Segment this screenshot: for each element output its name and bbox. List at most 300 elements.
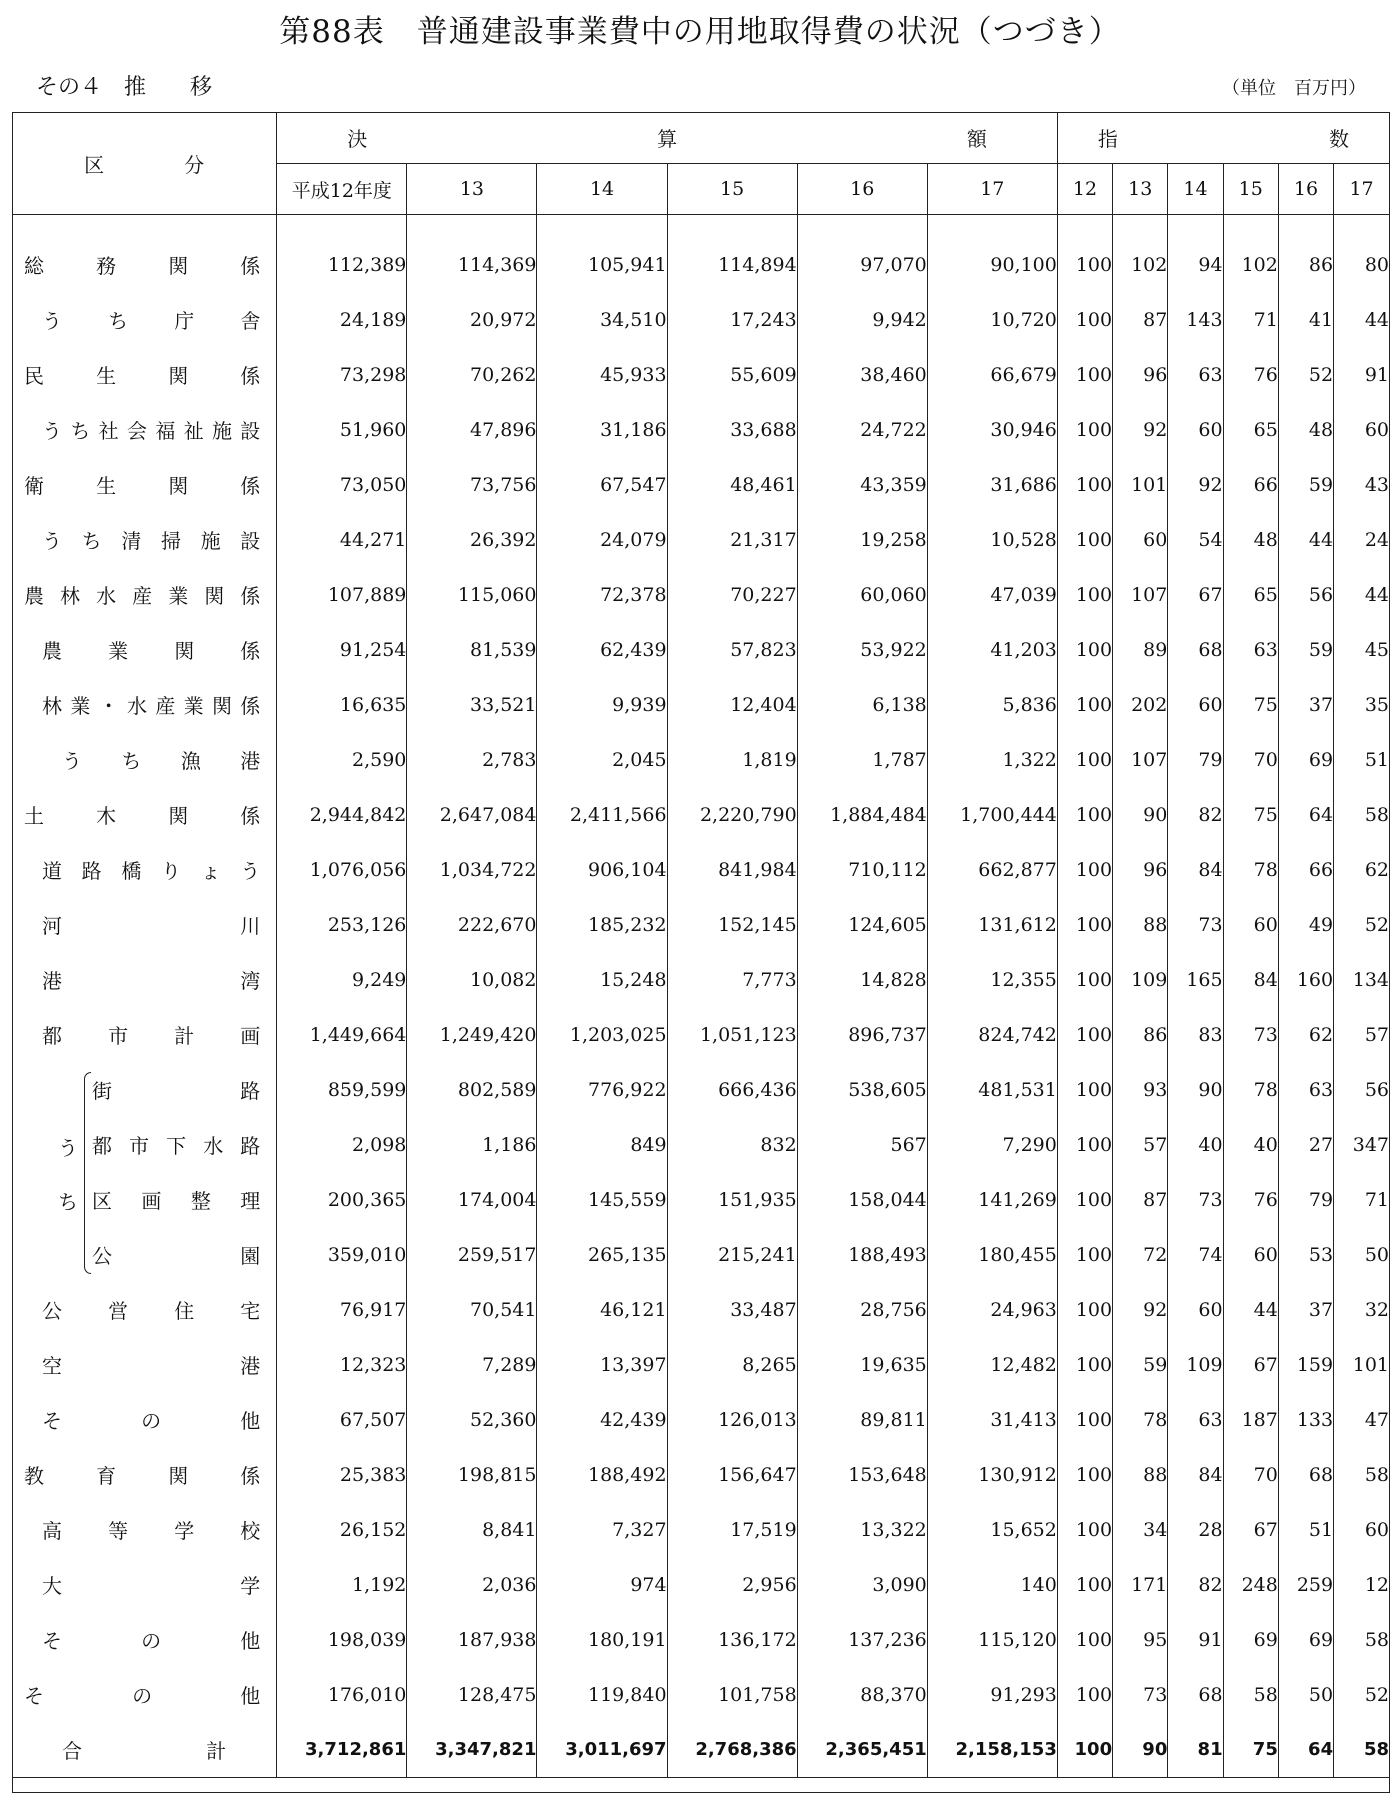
row-label	[12, 402, 277, 457]
amount-cell: 896,737	[797, 1007, 927, 1062]
amount-cell: 1,700,444	[927, 787, 1057, 842]
index-cell: 143	[1168, 292, 1223, 347]
row-label-char: 路	[240, 1134, 261, 1158]
index-cell: 100	[1057, 787, 1112, 842]
row-label-text	[12, 470, 276, 499]
amount-cell: 15,652	[927, 1502, 1057, 1557]
amount-cell: 97,070	[797, 215, 927, 293]
row-label-char: 舎	[240, 309, 261, 333]
index-cell: 75	[1223, 787, 1278, 842]
index-cell: 165	[1168, 952, 1223, 1007]
amount-cell: 62,439	[537, 622, 667, 677]
row-label-char: 市	[108, 1024, 129, 1048]
amount-cell: 24,079	[537, 512, 667, 567]
row-label	[12, 1007, 277, 1062]
row-label-char: 農	[24, 584, 44, 608]
index-cell: 34	[1113, 1502, 1168, 1557]
row-label-char: 衛	[24, 474, 44, 498]
index-cell: 187	[1223, 1392, 1278, 1447]
row-label-text	[12, 965, 276, 994]
amount-cell: 140	[927, 1557, 1057, 1612]
row-label-char: 係	[240, 639, 261, 663]
amount-cell: 2,768,386	[667, 1722, 797, 1778]
amount-cell: 57,823	[667, 622, 797, 677]
row-label-char: う	[42, 529, 62, 553]
amount-cell: 1,819	[667, 732, 797, 787]
amount-cell: 7,773	[667, 952, 797, 1007]
row-label-text	[12, 635, 276, 664]
index-cell: 40	[1168, 1117, 1223, 1172]
index-cell: 63	[1223, 622, 1278, 677]
table-row	[12, 1502, 1389, 1557]
amount-cell: 265,135	[537, 1227, 667, 1282]
index-cell: 73	[1168, 897, 1223, 952]
row-label	[12, 677, 277, 732]
amount-cell: 28,756	[797, 1282, 927, 1337]
index-cell: 100	[1057, 1612, 1112, 1667]
row-label-char: そ	[42, 1409, 62, 1433]
index-cell: 67	[1223, 1502, 1278, 1557]
row-label	[12, 512, 277, 567]
index-cell: 56	[1278, 567, 1333, 622]
index-year-header: 12	[1057, 164, 1112, 215]
amount-cell: 1,884,484	[797, 787, 927, 842]
index-year-header: 13	[1113, 164, 1168, 215]
amount-cell: 1,192	[277, 1557, 407, 1612]
table-header	[12, 112, 1389, 215]
amount-cell: 88,370	[797, 1667, 927, 1722]
index-cell: 69	[1223, 1612, 1278, 1667]
amount-cell: 124,605	[797, 897, 927, 952]
index-cell: 67	[1223, 1337, 1278, 1392]
amount-cell: 24,963	[927, 1282, 1057, 1337]
index-cell: 64	[1278, 787, 1333, 842]
table-row	[12, 1117, 1389, 1172]
row-label-char: 市	[129, 1134, 150, 1158]
index-cell: 133	[1278, 1392, 1333, 1447]
amount-cell: 200,365	[277, 1172, 407, 1227]
index-cell: 90	[1168, 1062, 1223, 1117]
amount-cell: 710,112	[797, 842, 927, 897]
row-label-char: 大	[42, 1574, 62, 1598]
amount-cell: 33,521	[407, 677, 537, 732]
row-label-char: そ	[42, 1629, 62, 1653]
index-cell: 88	[1113, 897, 1168, 952]
row-label-char: 橋	[121, 859, 142, 883]
index-cell: 75	[1223, 1722, 1278, 1778]
amount-cell: 81,539	[407, 622, 537, 677]
row-label-char: う	[240, 859, 261, 883]
row-label-char: 務	[96, 254, 117, 278]
amount-cell: 567	[797, 1117, 927, 1172]
table-row	[12, 1007, 1389, 1062]
amount-cell: 2,365,451	[797, 1722, 927, 1778]
amount-cell: 2,647,084	[407, 787, 537, 842]
row-label-char: 関	[168, 474, 189, 498]
index-cell: 32	[1364, 1298, 1389, 1321]
amount-cell: 2,783	[407, 732, 537, 787]
table-row	[12, 1447, 1389, 1502]
amount-cell: 51,960	[277, 402, 407, 457]
row-label-char: 道	[42, 859, 62, 883]
table-row	[12, 1612, 1389, 1667]
table-row	[12, 347, 1389, 402]
table-row	[12, 1557, 1389, 1612]
amount-cell: 10,082	[407, 952, 537, 1007]
amount-cell: 185,232	[537, 897, 667, 952]
table-row	[12, 677, 1389, 732]
amount-cell: 8,265	[667, 1337, 797, 1392]
index-cell: 78	[1223, 842, 1278, 897]
row-label-char: 業	[108, 639, 129, 663]
index-cell: 54	[1168, 512, 1223, 567]
index-cell: 107	[1113, 732, 1168, 787]
index-cell: 73	[1223, 1007, 1278, 1062]
amount-cell: 73,756	[407, 457, 537, 512]
row-label-char: 総	[24, 254, 44, 278]
row-label-char: 清	[121, 529, 142, 553]
index-cell: 100	[1057, 897, 1112, 952]
row-label-char: 公	[92, 1244, 112, 1268]
amount-cell: 33,688	[667, 402, 797, 457]
amount-cell: 17,519	[667, 1502, 797, 1557]
index-cell: 101	[1352, 1353, 1389, 1376]
index-cell: 74	[1168, 1227, 1223, 1282]
index-cell: 63	[1168, 347, 1223, 402]
index-cell: 91	[1364, 363, 1389, 386]
amount-cell: 481,531	[927, 1062, 1057, 1117]
row-label	[12, 1722, 277, 1778]
table-row	[12, 897, 1389, 952]
amount-cell: 34,510	[537, 292, 667, 347]
amount-cell: 222,670	[407, 897, 537, 952]
amount-cell: 33,487	[667, 1282, 797, 1337]
row-label-char: 生	[96, 364, 117, 388]
index-cell: 259	[1278, 1557, 1333, 1612]
index-cell: 68	[1278, 1447, 1333, 1502]
amount-cell: 15,248	[537, 952, 667, 1007]
row-label-char: 関	[168, 1464, 189, 1488]
index-cell: 58	[1223, 1667, 1278, 1722]
row-label-char: 林	[42, 694, 62, 718]
amount-cell: 802,589	[407, 1062, 537, 1117]
amount-cell: 174,004	[407, 1172, 537, 1227]
amount-cell: 55,609	[667, 347, 797, 402]
row-label	[12, 1612, 277, 1667]
row-label-char: 水	[96, 584, 117, 608]
table-row	[12, 457, 1389, 512]
uchi-label-char: う	[58, 1136, 78, 1160]
row-label-char: 他	[240, 1409, 261, 1433]
index-cell: 248	[1223, 1557, 1278, 1612]
index-cell: 100	[1057, 1117, 1112, 1172]
row-label-text	[12, 910, 276, 939]
index-cell: 41	[1278, 292, 1333, 347]
table-row	[12, 1392, 1389, 1447]
amount-cell: 145,559	[537, 1172, 667, 1227]
row-label-char: 係	[240, 1464, 261, 1488]
amount-cell: 156,647	[667, 1447, 797, 1502]
amount-cell: 158,044	[797, 1172, 927, 1227]
category-header: 区 分	[12, 112, 277, 215]
index-cell: 76	[1223, 1172, 1278, 1227]
amount-cell: 10,720	[927, 292, 1057, 347]
amount-cell: 2,944,842	[277, 787, 407, 842]
index-cell: 202	[1113, 677, 1168, 732]
row-label-char: ち	[81, 529, 102, 553]
amount-cell: 906,104	[537, 842, 667, 897]
row-label	[12, 1117, 277, 1172]
index-cell: 60	[1223, 897, 1278, 952]
row-label-char: そ	[24, 1684, 44, 1708]
amount-cell: 141,269	[927, 1172, 1057, 1227]
amount-cell: 3,347,821	[407, 1722, 537, 1778]
amount-cell: 31,186	[537, 402, 667, 457]
index-cell: 58	[1334, 1722, 1389, 1778]
amount-cell: 1,203,025	[537, 1007, 667, 1062]
index-cell: 44	[1278, 512, 1333, 567]
row-label-text	[12, 1130, 276, 1159]
index-cell: 60	[1223, 1227, 1278, 1282]
year-header: 13	[407, 164, 537, 215]
amount-cell: 17,243	[667, 292, 797, 347]
amount-cell: 14,828	[797, 952, 927, 1007]
amount-cell: 38,460	[797, 347, 927, 402]
index-cell: 134	[1352, 968, 1389, 991]
row-label	[12, 215, 277, 293]
amount-cell: 70,262	[407, 347, 537, 402]
table-row	[12, 567, 1389, 622]
amount-cell: 47,896	[407, 402, 537, 457]
row-label-char: う	[42, 419, 62, 443]
index-cell: 92	[1168, 457, 1223, 512]
amount-cell: 70,227	[667, 567, 797, 622]
index-cell: 60	[1168, 1282, 1223, 1337]
row-label	[12, 897, 277, 952]
row-label	[12, 787, 277, 842]
row-label-char: う	[42, 309, 62, 333]
amount-cell: 114,369	[407, 215, 537, 293]
row-label-char: 業	[70, 694, 91, 718]
row-label	[12, 622, 277, 677]
row-label-char: 教	[24, 1464, 44, 1488]
index-cell: 75	[1223, 677, 1278, 732]
row-label-char: 施	[200, 529, 221, 553]
row-label-char: 港	[240, 749, 261, 773]
amount-cell: 31,413	[927, 1392, 1057, 1447]
index-year-header: 15	[1223, 164, 1278, 215]
index-cell: 90	[1113, 787, 1168, 842]
index-cell: 90	[1113, 1722, 1168, 1778]
amount-cell: 67,547	[537, 457, 667, 512]
row-label-char: 他	[240, 1684, 261, 1708]
amount-cell: 119,840	[537, 1667, 667, 1722]
index-cell: 107	[1113, 567, 1168, 622]
index-cell: 347	[1352, 1133, 1389, 1156]
index-year-header: 17	[1334, 164, 1389, 215]
index-cell: 68	[1168, 1667, 1223, 1722]
index-cell: 102	[1223, 215, 1278, 293]
index-cell: 60	[1364, 1518, 1389, 1541]
row-label-char: 画	[240, 1024, 261, 1048]
row-label-char: 関	[168, 254, 189, 278]
amount-cell: 13,397	[537, 1337, 667, 1392]
amount-cell: 3,090	[797, 1557, 927, 1612]
amount-cell: 9,249	[277, 952, 407, 1007]
row-label-char: 業	[168, 584, 189, 608]
index-cell: 66	[1223, 457, 1278, 512]
table-row	[12, 732, 1389, 787]
amount-cell: 105,941	[537, 215, 667, 293]
amount-cell: 359,010	[277, 1227, 407, 1282]
row-label-char: 農	[42, 639, 62, 663]
row-label	[12, 567, 277, 622]
amount-cell: 41,203	[927, 622, 1057, 677]
amount-cell: 107,889	[277, 567, 407, 622]
index-cell: 59	[1278, 622, 1333, 677]
row-label-text	[12, 1350, 276, 1379]
amount-cell: 2,590	[277, 732, 407, 787]
kessan-header-char: 額	[966, 127, 987, 151]
row-label-text	[12, 1020, 276, 1049]
amount-cell: 180,455	[927, 1227, 1057, 1282]
amount-cell: 12,355	[927, 952, 1057, 1007]
index-cell: 82	[1168, 1557, 1223, 1612]
index-cell: 100	[1057, 292, 1112, 347]
row-label-char: 関	[211, 694, 232, 718]
table-row	[12, 1282, 1389, 1337]
row-label-char: 関	[168, 804, 189, 828]
row-label-char: 福	[155, 419, 176, 443]
row-label-char: 土	[24, 804, 44, 828]
index-cell: 67	[1168, 567, 1223, 622]
amount-cell: 253,126	[277, 897, 407, 952]
amount-cell: 24,189	[277, 292, 407, 347]
amount-cell: 1,076,056	[277, 842, 407, 897]
row-label-char: 校	[240, 1519, 261, 1543]
row-label-char: 設	[240, 419, 261, 443]
amount-cell: 8,841	[407, 1502, 537, 1557]
row-label-char: 公	[42, 1299, 62, 1323]
row-label-char: 学	[240, 1574, 261, 1598]
amount-cell: 776,922	[537, 1062, 667, 1117]
year-header: 平成12年度	[277, 164, 407, 215]
row-label	[12, 1282, 277, 1337]
row-label-text	[12, 305, 276, 334]
table-row	[12, 842, 1389, 897]
amount-cell: 824,742	[927, 1007, 1057, 1062]
row-label-char: 計	[206, 1739, 227, 1763]
amount-cell: 42,439	[537, 1392, 667, 1447]
row-label	[12, 1392, 277, 1447]
index-cell: 59	[1278, 457, 1333, 512]
row-label-char: 係	[240, 804, 261, 828]
index-cell: 66	[1278, 842, 1333, 897]
amount-cell: 126,013	[667, 1392, 797, 1447]
amount-cell: 53,922	[797, 622, 927, 677]
row-label-char: 等	[108, 1519, 129, 1543]
amount-cell: 115,120	[927, 1612, 1057, 1667]
index-year-header: 14	[1168, 164, 1223, 215]
amount-cell: 137,236	[797, 1612, 927, 1667]
row-label-char: 木	[96, 804, 117, 828]
index-cell: 86	[1113, 1007, 1168, 1062]
index-cell: 40	[1223, 1117, 1278, 1172]
amount-cell: 31,686	[927, 457, 1057, 512]
amount-cell: 21,317	[667, 512, 797, 567]
index-cell: 87	[1113, 292, 1168, 347]
amount-cell: 26,152	[277, 1502, 407, 1557]
table-row	[12, 1062, 1389, 1117]
amount-cell: 72,378	[537, 567, 667, 622]
row-label	[12, 1172, 277, 1227]
row-label-char: 設	[240, 529, 261, 553]
row-label	[12, 1062, 277, 1117]
index-cell: 60	[1364, 418, 1389, 441]
index-cell: 57	[1113, 1117, 1168, 1172]
index-cell: 100	[1057, 1007, 1112, 1062]
shisu-header-char: 指	[1097, 127, 1118, 151]
row-label	[12, 292, 277, 347]
index-cell: 160	[1278, 952, 1333, 1007]
index-cell: 60	[1113, 512, 1168, 567]
table-row	[12, 1337, 1389, 1392]
index-cell: 56	[1364, 1078, 1389, 1101]
index-cell: 49	[1278, 897, 1333, 952]
index-cell: 91	[1168, 1612, 1223, 1667]
land-acquisition-table	[12, 112, 1389, 1778]
amount-cell: 12,323	[277, 1337, 407, 1392]
amount-cell: 30,946	[927, 402, 1057, 457]
index-cell: 73	[1168, 1172, 1223, 1227]
amount-cell: 841,984	[667, 842, 797, 897]
amount-cell: 101,758	[667, 1667, 797, 1722]
row-label	[12, 732, 277, 787]
row-label-text	[12, 580, 276, 609]
row-label-char: 他	[240, 1629, 261, 1653]
index-cell: 48	[1278, 402, 1333, 457]
row-label-char: ち	[108, 309, 129, 333]
amount-cell: 6,138	[797, 677, 927, 732]
row-label-char: 河	[42, 914, 62, 938]
amount-cell: 48,461	[667, 457, 797, 512]
amount-cell: 215,241	[667, 1227, 797, 1282]
amount-cell: 128,475	[407, 1667, 537, 1722]
row-label-char: 水	[203, 1134, 224, 1158]
index-cell: 37	[1278, 677, 1333, 732]
row-label-char: 川	[240, 914, 261, 938]
index-cell: 78	[1223, 1062, 1278, 1117]
row-label-char: 関	[204, 584, 225, 608]
amount-cell: 198,039	[277, 1612, 407, 1667]
index-cell: 96	[1113, 842, 1168, 897]
table-row	[12, 1667, 1389, 1722]
row-label-char: 路	[240, 1079, 261, 1103]
row-label-char: 高	[42, 1519, 62, 1543]
index-cell: 84	[1168, 1447, 1223, 1502]
index-cell: 100	[1057, 677, 1112, 732]
index-cell: 100	[1057, 1722, 1112, 1778]
index-cell: 73	[1113, 1667, 1168, 1722]
index-cell: 100	[1057, 622, 1112, 677]
amount-cell: 130,912	[927, 1447, 1057, 1502]
row-label-char: 産	[155, 694, 176, 718]
table-row	[12, 292, 1389, 347]
index-cell: 53	[1278, 1227, 1333, 1282]
row-label-text	[12, 1680, 276, 1709]
row-label-char: り	[160, 859, 181, 883]
row-label-char: ・	[98, 694, 119, 718]
